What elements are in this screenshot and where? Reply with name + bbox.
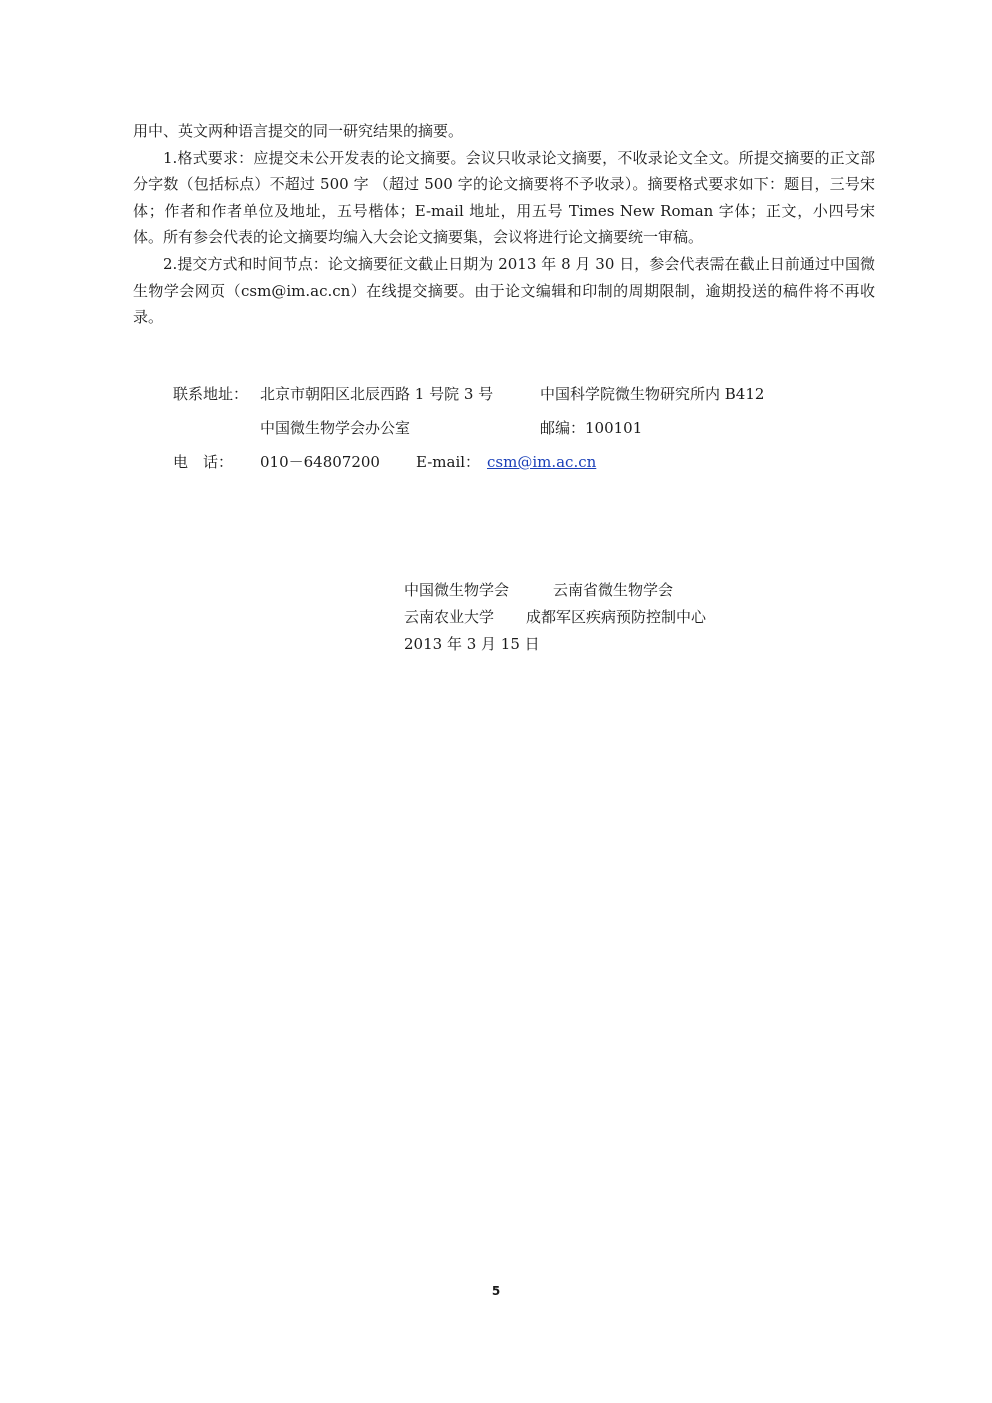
paragraph-continuation: 用中、英文两种语言提交的同一研究结果的摘要。 xyxy=(133,122,464,140)
paragraph-submission-method: 2.提交方式和时间节点：论文摘要征文截止日期为 2013 年 8 月 30 日，参会代表需在截止日前通过中国微生物学会网页（csm@im.ac.cn）在线提交摘要。由于论文编辑和印制的周期限制，逾期投送的稿件将不再收录。 xyxy=(133,254,875,327)
address-label: 联系地址： xyxy=(173,385,249,403)
page-number: 5 xyxy=(491,1284,501,1298)
signature-date: 2013 年 3 月 15 日 xyxy=(404,635,540,653)
signature-row-1 xyxy=(404,577,804,604)
signature-row-3 xyxy=(404,631,804,658)
postcode: 邮编：100101 xyxy=(540,419,643,437)
body-text xyxy=(133,118,875,331)
signature-org-2: 云南省微生物学会 xyxy=(553,581,674,599)
address-line1-institute: 中国科学院微生物研究所内 B412 xyxy=(540,385,765,403)
contact-phone-row xyxy=(173,449,873,483)
phone-label: 电 话： xyxy=(173,453,234,471)
signature-org-1: 中国微生物学会 xyxy=(404,581,510,599)
contact-office-row xyxy=(173,415,873,449)
address-line1: 北京市朝阳区北辰西路 1 号院 3 号 xyxy=(260,385,494,403)
contact-block xyxy=(173,381,873,483)
email-label: E-mail： xyxy=(416,453,481,471)
signature-org-3: 云南农业大学 xyxy=(404,608,495,626)
email-link[interactable]: csm@im.ac.cn xyxy=(487,453,597,471)
signature-row-2 xyxy=(404,604,804,631)
paragraph-format-requirements: 1.格式要求：应提交未公开发表的论文摘要。会议只收录论文摘要，不收录论文全文。所提交摘要的正文部分字数（包括标点）不超过 500 字 （超过 500 字的论文摘要将不予收录）。摘要格式要求如下：题目，三号宋体；作者和作者单位及地址，五号楷体；E-mail 地址，用五号 Times New Roman 字体；正文，小四号宋体。所有参会代表的论文摘要均编入大会论文摘要集，会议将进行论文摘要统一审稿。 xyxy=(133,148,875,247)
phone-number: 010－64807200 xyxy=(260,453,380,471)
signature-block xyxy=(404,577,804,658)
address-line2: 中国微生物学会办公室 xyxy=(260,419,411,437)
contact-address-row xyxy=(173,381,873,415)
signature-org-4: 成都军区疾病预防控制中心 xyxy=(526,608,707,626)
